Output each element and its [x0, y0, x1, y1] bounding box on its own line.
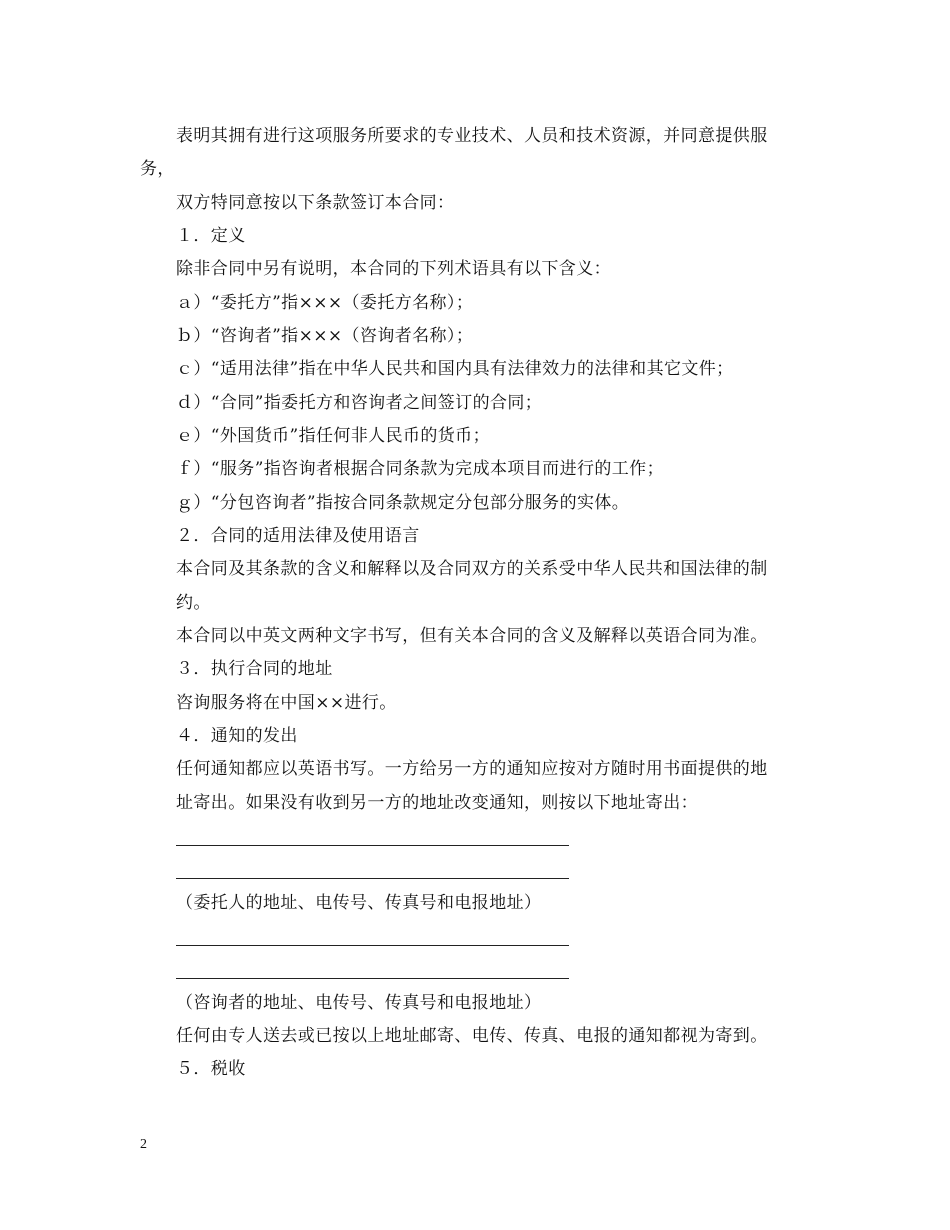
section-heading: ３．执行合同的地址 — [176, 659, 333, 679]
paragraph-line: 址寄出。如果没有收到另一方的地址改变通知，则按以下地址寄出： — [176, 793, 698, 813]
section-heading: ５．税收 — [176, 1059, 246, 1079]
paragraph-line: 任何由专人送去或已按以上地址邮寄、电传、传真、电报的通知都视为寄到。 — [176, 1026, 768, 1046]
list-item: ｂ）“咨询者”指×××（咨询者名称）； — [176, 326, 474, 346]
address-blank-line — [176, 945, 569, 946]
list-item: ｃ）“适用法律”指在中华人民共和国内具有法律效力的法律和其它文件； — [176, 359, 734, 379]
paragraph-line: 双方特同意按以下条款签订本合同： — [176, 193, 455, 213]
address-blank-line — [176, 878, 569, 879]
list-item: ａ）“委托方”指×××（委托方名称）； — [176, 293, 474, 313]
page-number: 2 — [140, 1137, 147, 1152]
address-blank-line — [176, 845, 569, 846]
section-heading: ４．通知的发出 — [176, 726, 298, 746]
list-item: ｄ）“合同”指委托方和咨询者之间签订的合同； — [176, 393, 543, 413]
paragraph-line: 务， — [140, 159, 175, 179]
list-item: ｅ）“外国货币”指任何非人民币的货币； — [176, 426, 490, 446]
paragraph-line: 除非合同中另有说明，本合同的下列术语具有以下含义： — [176, 259, 611, 279]
paragraph-line: 本合同以中英文两种文字书写，但有关本合同的含义及解释以英语合同为准。 — [176, 626, 768, 646]
section-heading: １．定义 — [176, 226, 246, 246]
address-blank-line — [176, 978, 569, 979]
address-caption: （委托人的地址、电传号、传真号和电报地址） — [176, 893, 542, 913]
address-caption: （咨询者的地址、电传号、传真号和电报地址） — [176, 993, 542, 1013]
paragraph-line: 约。 — [176, 593, 211, 613]
section-heading: ２．合同的适用法律及使用语言 — [176, 526, 420, 546]
list-item: ｆ）“服务”指咨询者根据合同条款为完成本项目而进行的工作； — [176, 459, 664, 479]
list-item: ｇ）“分包咨询者”指按合同条款规定分包部分服务的实体。 — [176, 493, 630, 513]
paragraph-line: 咨询服务将在中国××进行。 — [176, 693, 397, 713]
paragraph-line: 任何通知都应以英语书写。一方给另一方的通知应按对方随时用书面提供的地 — [176, 759, 768, 779]
paragraph-line: 表明其拥有进行这项服务所要求的专业技术、人员和技术资源，并同意提供服 — [176, 126, 768, 146]
paragraph-line: 本合同及其条款的含义和解释以及合同双方的关系受中华人民共和国法律的制 — [176, 559, 768, 579]
